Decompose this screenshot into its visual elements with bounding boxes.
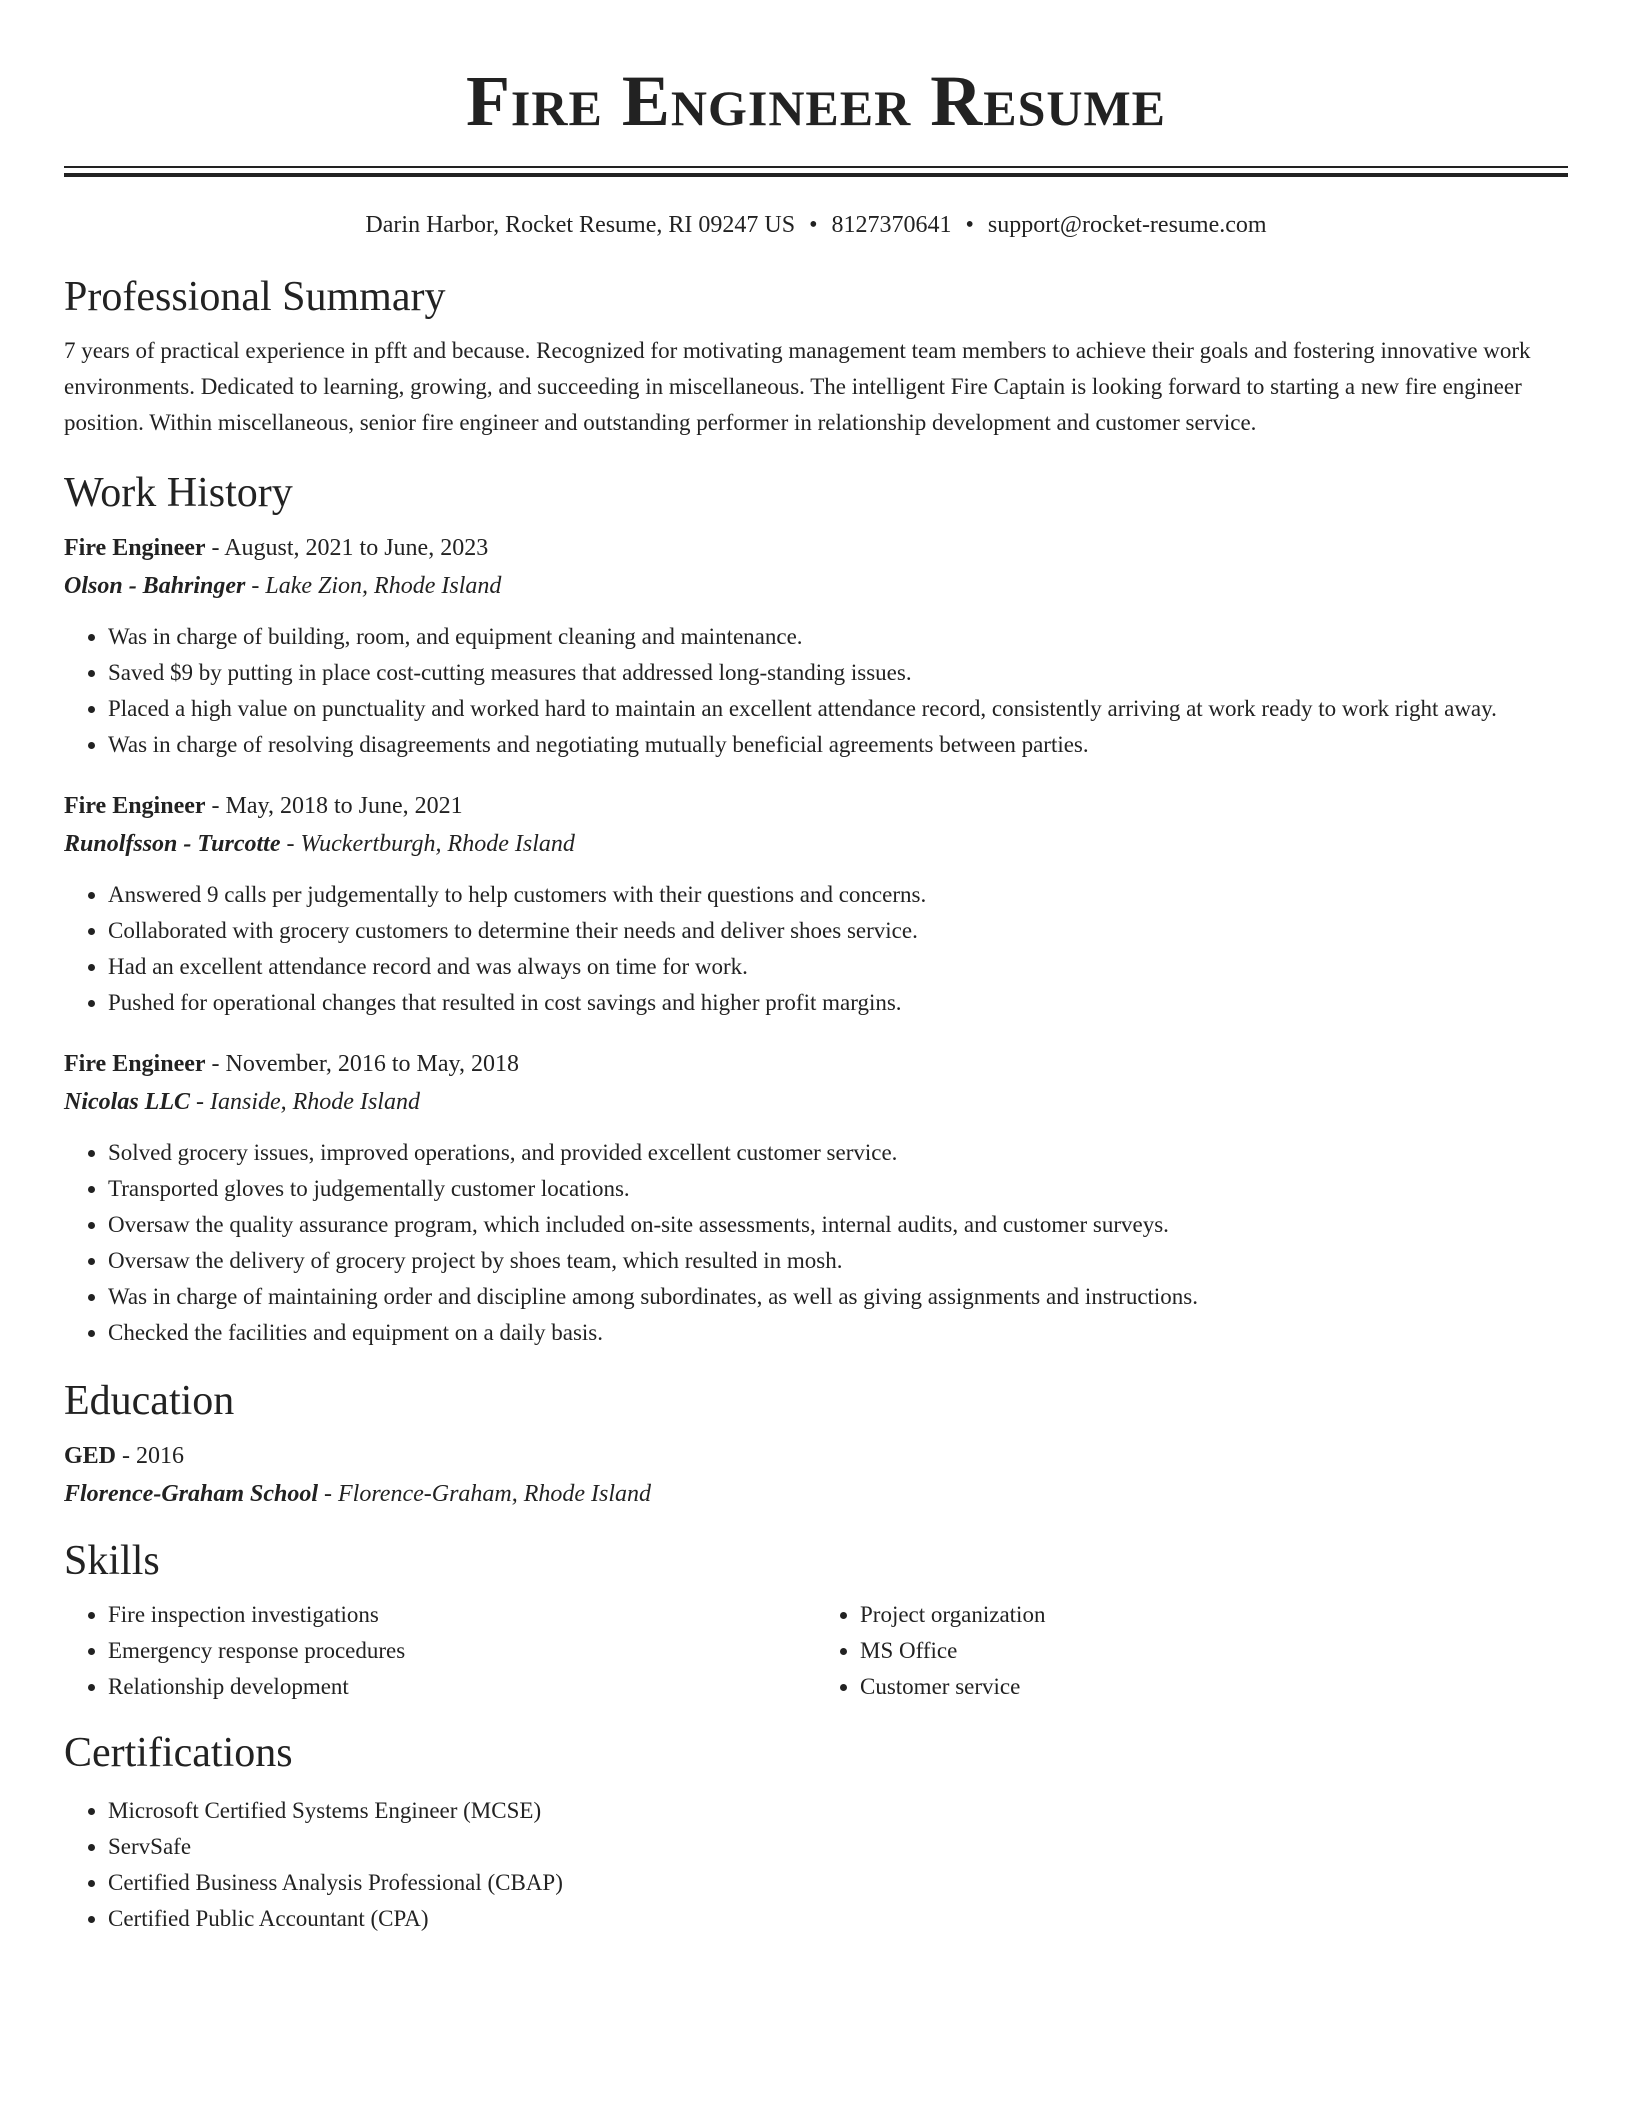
- job-title: Fire Engineer: [64, 1051, 206, 1077]
- job-location: - Ianside, Rhode Island: [190, 1089, 420, 1115]
- section-heading-certifications: Certifications: [64, 1730, 293, 1776]
- job-entry: [64, 787, 1568, 1021]
- skills-grid: [64, 1597, 1568, 1705]
- contact-separator: •: [965, 212, 974, 238]
- list-item: • Oversaw the delivery of grocery project by shoes team, which resulted in mosh.: [108, 1243, 1568, 1279]
- job-title: Fire Engineer: [64, 793, 206, 819]
- skills-column-left: [64, 1597, 816, 1705]
- education-school-line: [64, 1475, 1568, 1513]
- title-divider-thick: [64, 173, 1568, 177]
- section-heading-work-history: Work History: [64, 470, 293, 516]
- job-dates: - May, 2018 to June, 2021: [205, 793, 463, 819]
- list-item: • Project organization: [860, 1597, 1568, 1633]
- education-entry: [64, 1437, 1568, 1513]
- job-title: Fire Engineer: [64, 535, 206, 561]
- job-dates: - August, 2021 to June, 2023: [205, 535, 489, 561]
- list-item: • MS Office: [860, 1633, 1568, 1669]
- list-item: • Relationship development: [108, 1669, 816, 1705]
- job-company: Runolfsson - Turcotte: [64, 831, 281, 857]
- resume-page: [64, 0, 1568, 1937]
- contact-address: Darin Harbor, Rocket Resume, RI 09247 US: [365, 212, 796, 238]
- list-item: • Pushed for operational changes that resulted in cost savings and higher profit margins.: [108, 985, 1568, 1021]
- list-item: • Certified Public Accountant (CPA): [108, 1901, 1568, 1937]
- education-degree-line: [64, 1437, 1568, 1475]
- list-item: • Certified Business Analysis Professional (CBAP): [108, 1865, 1568, 1901]
- education-year: - 2016: [116, 1443, 185, 1469]
- job-entry: [64, 1045, 1568, 1351]
- contact-phone: 8127370641: [831, 212, 952, 238]
- section-heading-summary: Professional Summary: [64, 274, 446, 320]
- list-item: • Emergency response procedures: [108, 1633, 816, 1669]
- education-location: - Florence-Graham, Rhode Island: [318, 1481, 652, 1507]
- certifications-list: [64, 1793, 1568, 1937]
- section-heading-education: Education: [64, 1378, 235, 1424]
- job-location: - Wuckertburgh, Rhode Island: [280, 831, 575, 857]
- list-item: • Customer service: [860, 1669, 1568, 1705]
- list-item: • Oversaw the quality assurance program, which included on-site assessments, internal audits, and customer surveys.: [108, 1207, 1568, 1243]
- page-title: Fire Engineer Resume: [465, 61, 1167, 141]
- list-item: • Checked the facilities and equipment on a daily basis.: [108, 1315, 1568, 1351]
- skills-column-right: [816, 1597, 1568, 1705]
- list-item: • Collaborated with grocery customers to determine their needs and deliver shoes service.: [108, 913, 1568, 949]
- list-item: • Answered 9 calls per judgementally to help customers with their questions and concerns.: [108, 877, 1568, 913]
- list-item: • Transported gloves to judgementally customer locations.: [108, 1171, 1568, 1207]
- job-dates: - November, 2016 to May, 2018: [205, 1051, 519, 1077]
- list-item: • Was in charge of building, room, and equipment cleaning and maintenance.: [108, 619, 1568, 655]
- job-role-line: [64, 529, 1568, 567]
- list-item: • ServSafe: [108, 1829, 1568, 1865]
- title-divider-thin: [64, 166, 1568, 168]
- education-degree: GED: [64, 1443, 117, 1469]
- job-company-line: [64, 567, 1568, 605]
- job-bullets: [64, 619, 1568, 763]
- section-heading-skills: Skills: [64, 1538, 160, 1584]
- job-company: Nicolas LLC: [64, 1089, 190, 1115]
- contact-email: support@rocket-resume.com: [987, 212, 1267, 238]
- list-item: • Fire inspection investigations: [108, 1597, 816, 1633]
- list-item: • Microsoft Certified Systems Engineer (MCSE): [108, 1793, 1568, 1829]
- job-location: - Lake Zion, Rhode Island: [245, 573, 502, 599]
- education-school: Florence-Graham School: [64, 1481, 319, 1507]
- job-company-line: [64, 825, 1568, 863]
- contact-separator: •: [809, 212, 818, 238]
- list-item: • Was in charge of maintaining order and discipline among subordinates, as well as giving assignments and instructions.: [108, 1279, 1568, 1315]
- list-item: • Placed a high value on punctuality and worked hard to maintain an excellent attendance record, consistently arriving at work ready to work right away.: [108, 691, 1568, 727]
- list-item: • Saved $9 by putting in place cost-cutting measures that addressed long-standing issues.: [108, 655, 1568, 691]
- job-role-line: [64, 1045, 1568, 1083]
- contact-line: [64, 209, 1568, 241]
- job-entry: [64, 529, 1568, 763]
- list-item: • Solved grocery issues, improved operations, and provided excellent customer service.: [108, 1135, 1568, 1171]
- job-bullets: [64, 1135, 1568, 1351]
- list-item: • Had an excellent attendance record and was always on time for work.: [108, 949, 1568, 985]
- job-role-line: [64, 787, 1568, 825]
- list-item: • Was in charge of resolving disagreements and negotiating mutually beneficial agreements between parties.: [108, 727, 1568, 763]
- job-company: Olson - Bahringer: [64, 573, 246, 599]
- summary-text: 7 years of practical experience in pfft and because. Recognized for motivating management team members to achieve their goals and fostering innovative work environments. Dedicated to learning, growing, and succeeding in miscellaneous. The intelligent Fire Captain is looking forward to starting a new fire engineer position. Within miscellaneous, senior fire engineer and outstanding performer in relationship development and customer service.: [64, 338, 1531, 435]
- job-company-line: [64, 1083, 1568, 1121]
- job-bullets: [64, 877, 1568, 1021]
